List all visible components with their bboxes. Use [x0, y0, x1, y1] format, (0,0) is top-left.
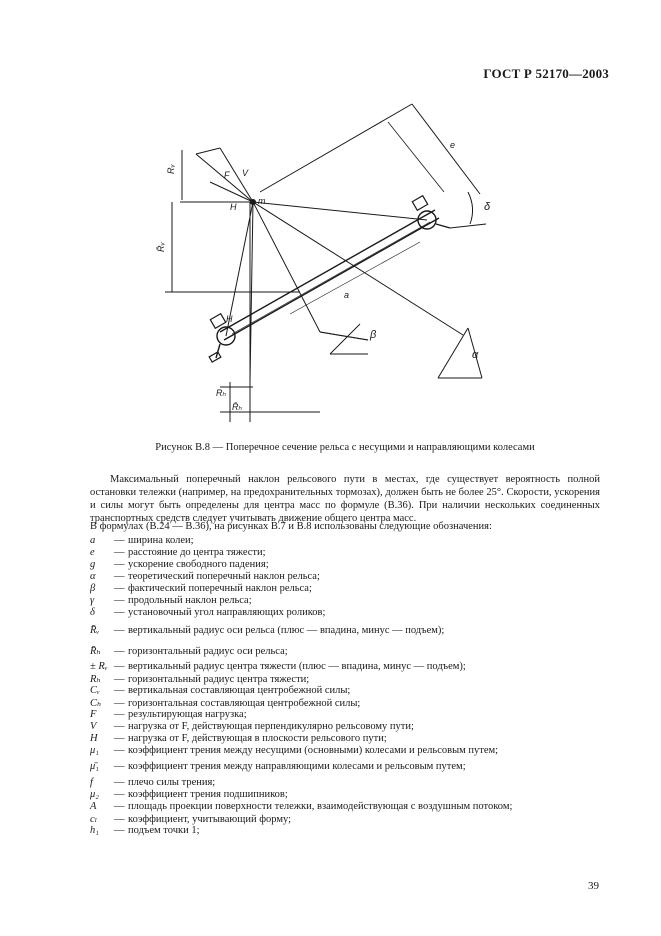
- label-alpha: α: [472, 349, 479, 361]
- definition-item: μ̄₁ — коэффициент трения между направляющими колесами и рельсовым путем;: [90, 761, 466, 772]
- definition-item: γ — продольный наклон рельса;: [90, 595, 252, 606]
- definition-item: Rₕ — горизонтальный радиус центра тяжести;: [90, 674, 310, 685]
- rail-beam-lower: [224, 218, 439, 340]
- definition-text: плечо силы трения;: [128, 777, 216, 788]
- definition-symbol: α: [90, 571, 96, 582]
- definition-item: f — плечо силы трения;: [90, 777, 216, 788]
- definition-text: горизонтальная составляющая центробежной силы;: [128, 698, 361, 709]
- definition-text: расстояние до центра тяжести;: [128, 547, 266, 558]
- definition-symbol: g: [90, 559, 96, 570]
- label-H-left: H: [226, 314, 233, 324]
- definition-symbol: δ: [90, 607, 95, 618]
- label-H-top: H: [230, 202, 237, 212]
- definition-item: μ₁ — коэффициент трения между несущими (основными) колесами и рельсовым путем;: [90, 745, 499, 756]
- label-m: m: [258, 196, 266, 206]
- definition-item: H — нагрузка от F, действующая в плоскости рельсового пути;: [90, 733, 387, 744]
- definition-symbol: γ: [90, 595, 95, 606]
- definition-symbol: F: [90, 709, 97, 720]
- definition-item: cₗ — коэффициент, учитывающий форму;: [90, 814, 292, 825]
- label-Rv: Rᵥ: [166, 164, 176, 174]
- definition-symbol: cₗ: [90, 814, 98, 825]
- definition-text: вертикальный радиус оси рельса (плюс — впадина, минус — подъем);: [128, 625, 445, 636]
- definition-text: подъем точки 1;: [128, 825, 200, 836]
- definition-text: результирующая нагрузка;: [128, 709, 247, 720]
- label-e: e: [450, 140, 456, 150]
- definition-item: R̄ᵥ — вертикальный радиус оси рельса (плюс — впадина, минус — подъем);: [90, 625, 445, 636]
- definition-item: μ₂ — коэффициент трения подшипников;: [90, 789, 288, 800]
- label-Rh: Rₕ: [216, 388, 227, 398]
- definition-symbol: R̄ᵥ: [90, 625, 100, 636]
- definition-symbol: f: [90, 777, 93, 788]
- definition-text: продольный наклон рельса;: [128, 595, 252, 606]
- definition-item: h₁ — подъем точки 1;: [90, 825, 200, 836]
- definition-symbol: Cᵥ: [90, 685, 100, 696]
- label-F: F: [224, 170, 230, 180]
- definition-text: ширина колеи;: [128, 535, 194, 546]
- definition-item: a — ширина колеи;: [90, 535, 194, 546]
- definition-symbol: R̄ₕ: [90, 646, 101, 657]
- definition-symbol: V: [90, 721, 97, 732]
- definition-text: коэффициент, учитывающий форму;: [128, 814, 292, 825]
- definition-text: теоретический поперечный наклон рельса;: [128, 571, 320, 582]
- definition-text: фактический поперечный наклон рельса;: [128, 583, 312, 594]
- definition-symbol: A: [90, 801, 97, 812]
- definition-text: коэффициент трения между несущими (основными) колесами и рельсовым путем;: [128, 745, 499, 756]
- definition-item: ± Rᵥ — вертикальный радиус центра тяжести (плюс — впадина, минус — подъем);: [90, 661, 466, 672]
- definition-symbol: μ₁: [90, 745, 99, 756]
- definition-item: V — нагрузка от F, действующая перпендикулярно рельсовому пути;: [90, 721, 414, 732]
- definition-item: A — площадь проекции поверхности тележки, взаимодействующая с воздушным потоком;: [90, 801, 513, 812]
- definition-text: коэффициент трения между направляющими колесами и рельсовым путем;: [128, 761, 466, 772]
- definition-item: g — ускорение свободного падения;: [90, 559, 269, 570]
- definition-symbol: h₁: [90, 825, 99, 836]
- definition-symbol: Cₕ: [90, 698, 102, 709]
- page-number: 39: [588, 880, 599, 892]
- definition-symbol: Rₕ: [90, 674, 101, 685]
- definition-symbol: H: [90, 733, 98, 744]
- definition-symbol: μ̄₁: [90, 761, 99, 772]
- left-guide-roller: [210, 314, 225, 329]
- definition-item: Cᵥ — вертикальная составляющая центробежной силы;: [90, 685, 351, 696]
- label-a: a: [344, 290, 350, 300]
- figure-caption: Рисунок В.8 — Поперечное сечение рельса с несущими и направляющими колесами: [155, 442, 535, 453]
- definition-symbol: a: [90, 535, 96, 546]
- body-paragraph: Максимальный поперечный наклон рельсового пути в местах, где существует вероятность полной остановки тележки (например, на предохранительных тормозах), должен быть не более 25°. Скорости, ускорения и силы могут быть определены для центра масс по формуле (В.36). При наличии нескольких соединенных транспортных средств следует учитывать движение общего центра масс.: [90, 474, 600, 524]
- definition-text: ускорение свободного падения;: [128, 559, 269, 570]
- definition-item: F — результирующая нагрузка;: [90, 709, 247, 720]
- definition-text: нагрузка от F, действующая перпендикулярно рельсовому пути;: [128, 721, 414, 732]
- definition-symbol: e: [90, 547, 95, 558]
- definition-item: R̄ₕ — горизонтальный радиус оси рельса;: [90, 646, 288, 657]
- definition-item: β — фактический поперечный наклон рельса;: [90, 583, 312, 594]
- right-guide-roller: [412, 196, 427, 211]
- definition-text: вертикальный радиус центра тяжести (плюс — впадина, минус — подъем);: [128, 661, 466, 672]
- label-beta: β: [370, 329, 377, 341]
- label-delta: δ: [484, 201, 491, 213]
- definition-text: нагрузка от F, действующая в плоскости рельсового пути;: [128, 733, 387, 744]
- label-V: V: [242, 168, 249, 178]
- definition-symbol: μ₂: [90, 789, 99, 800]
- rail-cross-section-figure: [150, 92, 510, 432]
- definition-text: установочный угол направляющих роликов;: [128, 607, 326, 618]
- definition-text: коэффициент трения подшипников;: [128, 789, 288, 800]
- definition-symbol: ± Rᵥ: [90, 661, 108, 672]
- definition-item: δ — установочный угол направляющих роликов;: [90, 607, 326, 618]
- definition-item: e — расстояние до центра тяжести;: [90, 547, 266, 558]
- definition-item: Cₕ — горизонтальная составляющая центробежной силы;: [90, 698, 361, 709]
- definition-text: горизонтальный радиус оси рельса;: [128, 646, 288, 657]
- definition-text: площадь проекции поверхности тележки, взаимодействующая с воздушным потоком;: [128, 801, 513, 812]
- definition-text: горизонтальный радиус центра тяжести;: [128, 674, 310, 685]
- document-header: ГОСТ Р 52170—2003: [483, 66, 609, 81]
- definitions-intro: В формулах (В.24 — В.36), на рисунках В.7 и В.8 использованы следующие обозначения:: [90, 521, 492, 532]
- label-Rh-bar: R̄ₕ: [232, 402, 243, 412]
- definition-symbol: β: [90, 583, 96, 594]
- definition-text: вертикальная составляющая центробежной силы;: [128, 685, 351, 696]
- label-Rv-bar: R̄ᵥ: [156, 242, 166, 252]
- definition-item: α — теоретический поперечный наклон рельса;: [90, 571, 320, 582]
